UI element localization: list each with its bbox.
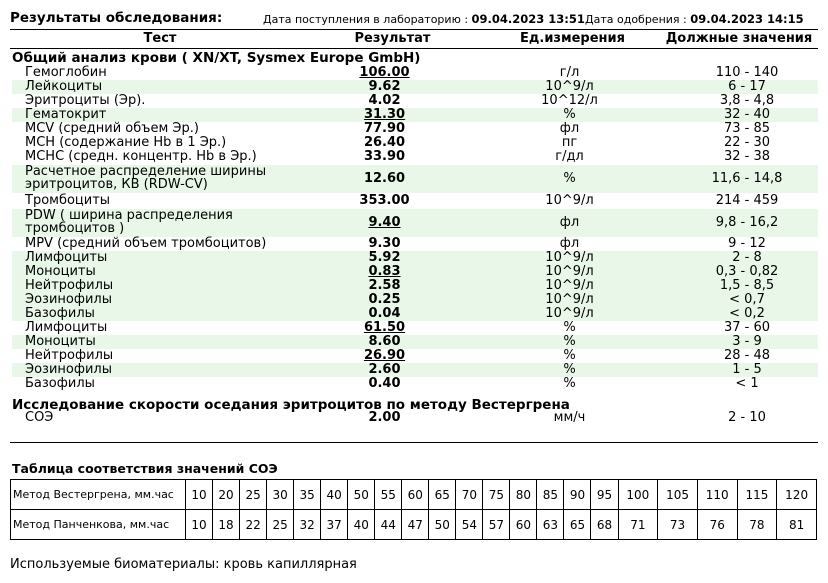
unit: %: [563, 362, 576, 377]
esr-table-cell: 32: [294, 510, 321, 540]
result-row: [12, 108, 818, 122]
esr-table-cell: 60: [510, 510, 537, 540]
result-value: 2.60: [368, 362, 401, 377]
esr-method-label: Метод Вестергрена, мм.час: [11, 480, 186, 510]
result-row: [12, 293, 818, 307]
unit: %: [563, 334, 576, 349]
unit: мм/ч: [553, 410, 586, 425]
esr-table-cell: 105: [658, 480, 698, 510]
esr-table-cell: 70: [456, 480, 483, 510]
unit: 10^9/л: [545, 264, 594, 279]
reference-range: 32 - 40: [723, 107, 771, 122]
esr-table-cell: 76: [697, 510, 737, 540]
test-name: Нейтрофилы: [25, 348, 114, 363]
esr-table-row: [11, 480, 817, 510]
unit: фл: [559, 121, 580, 136]
reference-range: 110 - 140: [715, 65, 779, 80]
test-name: Моноциты: [25, 334, 96, 349]
section-title-esr: Исследование скорости оседания эритроцитов по методу Вестергрена: [12, 397, 570, 413]
result-row: [12, 279, 818, 293]
result-value: 77.90: [363, 121, 406, 136]
result-row: [12, 94, 818, 108]
unit: 10^9/л: [545, 79, 594, 94]
unit: %: [563, 320, 576, 335]
test-name: Лейкоциты: [25, 79, 103, 94]
result-row: [12, 150, 818, 164]
esr-table-cell: 115: [737, 480, 777, 510]
result-value: 61.50: [363, 320, 406, 335]
test-name: MCHC (средн. концентр. Hb в Эр.): [25, 149, 257, 164]
result-value: 9.40: [368, 215, 401, 230]
approved-label: Дата одобрения :: [585, 13, 687, 26]
result-value: 2.58: [368, 278, 401, 293]
reference-range: 1,5 - 8,5: [719, 278, 775, 293]
result-value: 12.60: [363, 171, 406, 186]
test-name: Гематокрит: [25, 107, 107, 122]
result-value: 33.90: [363, 149, 406, 164]
reference-range: 6 - 17: [728, 79, 766, 94]
result-row: [12, 363, 818, 377]
reference-range: < 0,2: [729, 306, 765, 321]
result-value: 0.40: [368, 376, 401, 391]
unit: 10^9/л: [545, 278, 594, 293]
esr-table-cell: 75: [483, 480, 510, 510]
divider: [10, 442, 818, 443]
result-row: [12, 194, 818, 208]
esr-table-cell: 90: [564, 480, 591, 510]
unit: г/л: [559, 65, 580, 80]
reference-range: 214 - 459: [715, 193, 779, 208]
test-name: MPV (средний объем тромбоцитов): [25, 236, 267, 251]
result-value: 0.25: [368, 292, 401, 307]
unit: 10^12/л: [541, 93, 598, 108]
column-header: [10, 31, 818, 47]
esr-conversion-table: [10, 479, 817, 540]
result-row: [12, 165, 818, 193]
test-name: Эритроциты (Эр).: [25, 93, 146, 108]
esr-table-cell: 44: [375, 510, 402, 540]
reference-range: 9,8 - 16,2: [715, 215, 779, 230]
biomaterial-note: Используемые биоматериалы: кровь капиллярная: [10, 557, 357, 572]
esr-table-cell: 35: [294, 480, 321, 510]
esr-table-cell: 50: [348, 480, 375, 510]
reference-range: 32 - 38: [723, 149, 771, 164]
esr-table-row: [11, 510, 817, 540]
result-row: [12, 251, 818, 265]
result-row: [12, 377, 818, 391]
esr-table-cell: 37: [321, 510, 348, 540]
esr-table-cell: 57: [483, 510, 510, 540]
reference-range: 2 - 10: [728, 410, 766, 425]
esr-table-cell: 25: [267, 510, 294, 540]
result-row: [12, 66, 818, 80]
unit: %: [563, 376, 576, 391]
col-result: Результат: [354, 31, 431, 46]
esr-table-cell: 10: [186, 480, 213, 510]
approved-date: [585, 12, 804, 26]
result-value: 4.02: [368, 93, 401, 108]
unit: 10^9/л: [545, 292, 594, 307]
unit: фл: [559, 215, 580, 230]
test-name: Эозинофилы: [25, 292, 112, 307]
test-name: Расчетное распределение ширины эритроцитов, КВ (RDW-CV): [25, 164, 267, 192]
result-row: [12, 237, 818, 251]
reference-range: 11,6 - 14,8: [711, 171, 783, 186]
test-name: Эозинофилы: [25, 362, 112, 377]
test-name: Моноциты: [25, 264, 96, 279]
result-value: 5.92: [368, 250, 401, 265]
esr-table-cell: 18: [213, 510, 240, 540]
result-value: 9.62: [368, 79, 401, 94]
divider: [10, 29, 818, 30]
esr-table-cell: 110: [697, 480, 737, 510]
esr-table-cell: 30: [267, 480, 294, 510]
reference-range: 73 - 85: [723, 121, 771, 136]
received-value: 09.04.2023 13:51: [471, 12, 585, 26]
result-row: [12, 265, 818, 279]
reference-range: 0,3 - 0,82: [715, 264, 779, 279]
unit: 10^9/л: [545, 306, 594, 321]
esr-table-cell: 95: [591, 480, 618, 510]
result-value: 106.00: [359, 65, 410, 80]
esr-table-cell: 71: [618, 510, 658, 540]
result-value: 9.30: [368, 236, 401, 251]
esr-table-cell: 54: [456, 510, 483, 540]
result-row: [12, 335, 818, 349]
esr-table-cell: 40: [321, 480, 348, 510]
reference-range: 28 - 48: [723, 348, 771, 363]
reference-range: 3,8 - 4,8: [719, 93, 775, 108]
result-row: [12, 307, 818, 321]
result-value: 0.04: [368, 306, 401, 321]
esr-table-cell: 63: [537, 510, 564, 540]
unit: 10^9/л: [545, 193, 594, 208]
col-test: Тест: [143, 31, 177, 46]
reference-range: < 0,7: [729, 292, 765, 307]
esr-table-cell: 85: [537, 480, 564, 510]
test-name: Базофилы: [25, 376, 95, 391]
unit: фл: [559, 236, 580, 251]
test-name: MCV (средний объем Эр.): [25, 121, 199, 136]
report-title: Результаты обследования:: [10, 10, 223, 26]
reference-range: 3 - 9: [732, 334, 762, 349]
test-name: PDW ( ширина распределения тромбоцитов ): [25, 208, 233, 236]
report-header: [10, 10, 818, 28]
esr-table-cell: 65: [564, 510, 591, 540]
esr-table-cell: 47: [402, 510, 429, 540]
col-unit: Ед.измерения: [520, 31, 625, 46]
result-value: 26.40: [363, 135, 406, 150]
result-row: [12, 321, 818, 335]
received-label: Дата поступления в лабораторию :: [263, 13, 469, 26]
approved-value: 09.04.2023 14:15: [690, 12, 804, 26]
result-value: 0.83: [368, 264, 401, 279]
esr-table-cell: 68: [591, 510, 618, 540]
esr-table-cell: 78: [737, 510, 777, 540]
esr-table-cell: 55: [375, 480, 402, 510]
esr-method-label: Метод Панченкова, мм.час: [11, 510, 186, 540]
esr-table-cell: 120: [777, 480, 817, 510]
esr-table-cell: 10: [186, 510, 213, 540]
result-row: [12, 80, 818, 94]
unit: 10^9/л: [545, 250, 594, 265]
unit: %: [563, 107, 576, 122]
esr-table-cell: 25: [240, 480, 267, 510]
test-name: MCH (содержание Hb в 1 Эр.): [25, 135, 227, 150]
unit: %: [563, 171, 576, 186]
esr-table-cell: 60: [402, 480, 429, 510]
unit: г/дл: [555, 149, 584, 164]
result-row: [12, 136, 818, 150]
result-row: [12, 122, 818, 136]
test-name: Гемоглобин: [25, 65, 107, 80]
unit: пг: [561, 135, 578, 150]
esr-table-cell: 65: [429, 480, 456, 510]
result-value: 8.60: [368, 334, 401, 349]
esr-table-cell: 22: [240, 510, 267, 540]
reference-range: 22 - 30: [723, 135, 771, 150]
reference-range: 9 - 12: [728, 236, 766, 251]
reference-range: 2 - 8: [732, 250, 762, 265]
result-row: [12, 411, 818, 425]
section-title-cbc: Общий анализ крови ( XN/XT, Sysmex Europe GmbH): [12, 50, 421, 66]
result-value: 26.90: [363, 348, 406, 363]
esr-table-cell: 50: [429, 510, 456, 540]
test-name: Тромбоциты: [25, 193, 111, 208]
received-date: [263, 12, 585, 26]
test-name: СОЭ: [25, 410, 54, 425]
result-row: [12, 349, 818, 363]
result-value: 2.00: [368, 410, 401, 425]
result-value: 31.30: [363, 107, 406, 122]
esr-table-title: Таблица соответствия значений СОЭ: [12, 461, 278, 476]
divider: [10, 48, 818, 49]
esr-table-cell: 40: [348, 510, 375, 540]
reference-range: 1 - 5: [732, 362, 762, 377]
esr-table-cell: 20: [213, 480, 240, 510]
reference-range: < 1: [735, 376, 759, 391]
test-name: Лимфоциты: [25, 320, 108, 335]
test-name: Нейтрофилы: [25, 278, 114, 293]
col-ref: Должные значения: [665, 31, 813, 46]
esr-table-cell: 81: [777, 510, 817, 540]
result-row: [12, 209, 818, 237]
esr-table-cell: 80: [510, 480, 537, 510]
unit: %: [563, 348, 576, 363]
result-value: 353.00: [359, 193, 410, 208]
reference-range: 37 - 60: [723, 320, 771, 335]
test-name: Базофилы: [25, 306, 95, 321]
esr-table-cell: 73: [658, 510, 698, 540]
test-name: Лимфоциты: [25, 250, 108, 265]
esr-table-cell: 100: [618, 480, 658, 510]
